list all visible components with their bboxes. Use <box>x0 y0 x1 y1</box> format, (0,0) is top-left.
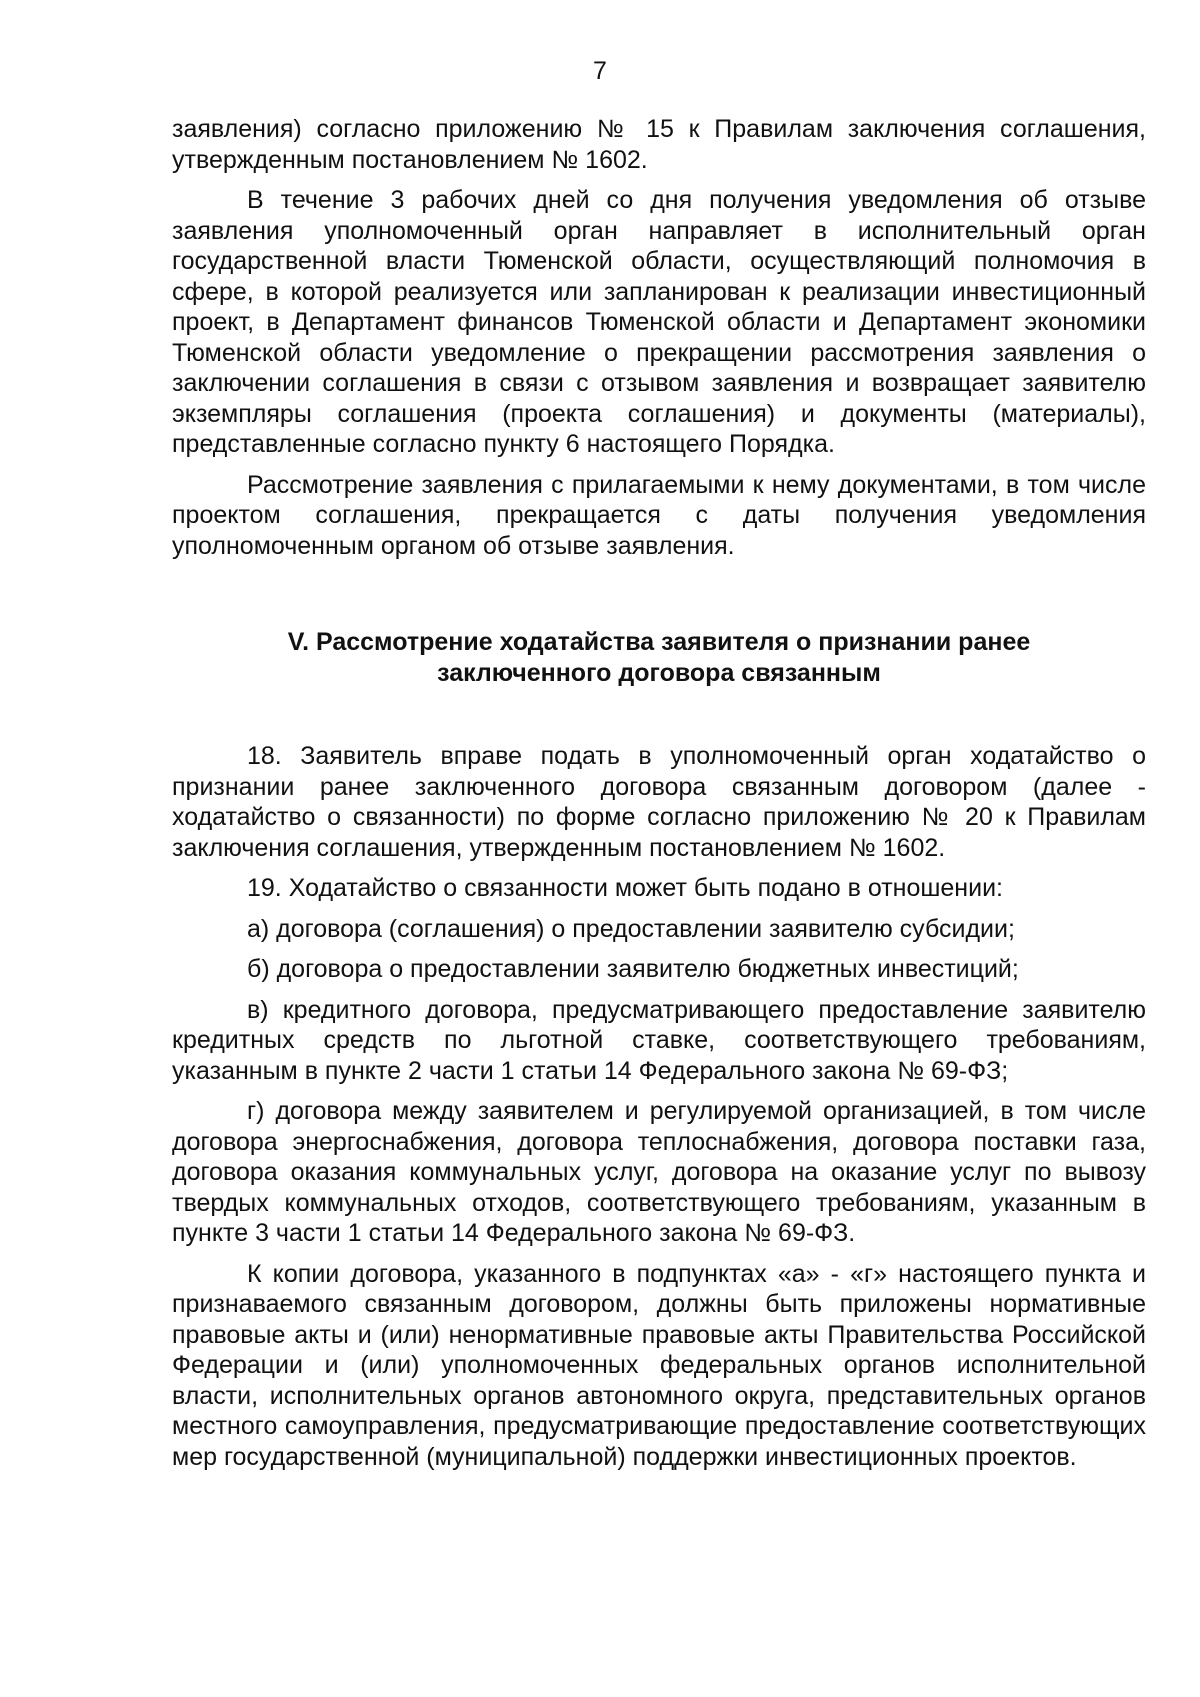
paragraph-attachments: К копии договора, указанного в подпунктах «а» - «г» настоящего пункта и признаваемого связанным договором, должны быть приложены нормативные правовые акты и (или) ненормативные правовые акты Правительства Российской Федерации и (или) уполномоченных федеральных органов исполнительной власти, исполнительных органов автономного округа, представительных органов местного самоуправления, предусматривающие предоставление соответствующих мер государственной (муниципальной) поддержки инвестиционных проектов. <box>172 1259 1146 1471</box>
document-body <box>172 114 1146 1482</box>
paragraph-item-18: 18. Заявитель вправе подать в уполномоченный орган ходатайство о признании ранее заключенного договора связанным договором (далее - ходатайство о связанности) по форме согласно приложению № 20 к Правилам заключения соглашения, утвержденным постановлением № 1602. <box>172 742 1146 862</box>
paragraph-subitem-g: г) договора между заявителем и регулируемой организацией, в том числе договора энергоснабжения, договора теплоснабжения, договора поставки газа, договора оказания коммунальных услуг, договора на оказание услуг по вывозу твердых коммунальных отходов, соответствующего требованиям, указанным в пункте 3 части 1 статьи 14 Федерального закона № 69-ФЗ. <box>172 1097 1146 1247</box>
page-number: 7 <box>593 57 607 85</box>
paragraph-subitem-b: б) договора о предоставлении заявителю бюджетных инвестиций; <box>247 955 1019 983</box>
paragraph-notice-withdrawal: В течение 3 рабочих дней со дня получения уведомления об отзыве заявления уполномоченный орган направляет в исполнительный орган государственной власти Тюменской области, осуществляющий полномочия в сфере, в которой реализуется или запланирован к реализации инвестиционный проект, в Департамент финансов Тюменской области и Департамент экономики Тюменской области уведомление о прекращении рассмотрения заявления о заключении соглашения в связи с отзывом заявления и возвращает заявителю экземпляры соглашения (проекта соглашения) и документы (материалы), представленные согласно пункту 6 настоящего Порядка. <box>172 186 1146 458</box>
paragraph-item-19: 19. Ходатайство о связанности может быть подано в отношении: <box>247 874 1003 902</box>
section-heading-line-2: заключенного договора связанным <box>437 659 881 687</box>
paragraph-subitem-a: а) договора (соглашения) о предоставлении заявителю субсидии; <box>247 914 1015 943</box>
section-heading-line-1: V. Рассмотрение ходатайства заявителя о признании ранее <box>287 628 1031 656</box>
paragraph-subitem-v: в) кредитного договора, предусматривающего предоставление заявителю кредитных средств по льготной ставке, соответствующего требованиям, указанным в пункте 2 части 1 статьи 14 Федерального закона № 69-ФЗ; <box>172 995 1146 1085</box>
paragraph-review-termination: Рассмотрение заявления с прилагаемыми к нему документами, в том числе проектом соглашения, прекращается с даты получения уведомления уполномоченным органом об отзыве заявления. <box>172 470 1146 560</box>
paragraph-continuation: заявления) согласно приложению № 15 к Правилам заключения соглашения, утвержденным постановлением № 1602. <box>172 115 1146 174</box>
section-heading <box>172 627 1146 689</box>
